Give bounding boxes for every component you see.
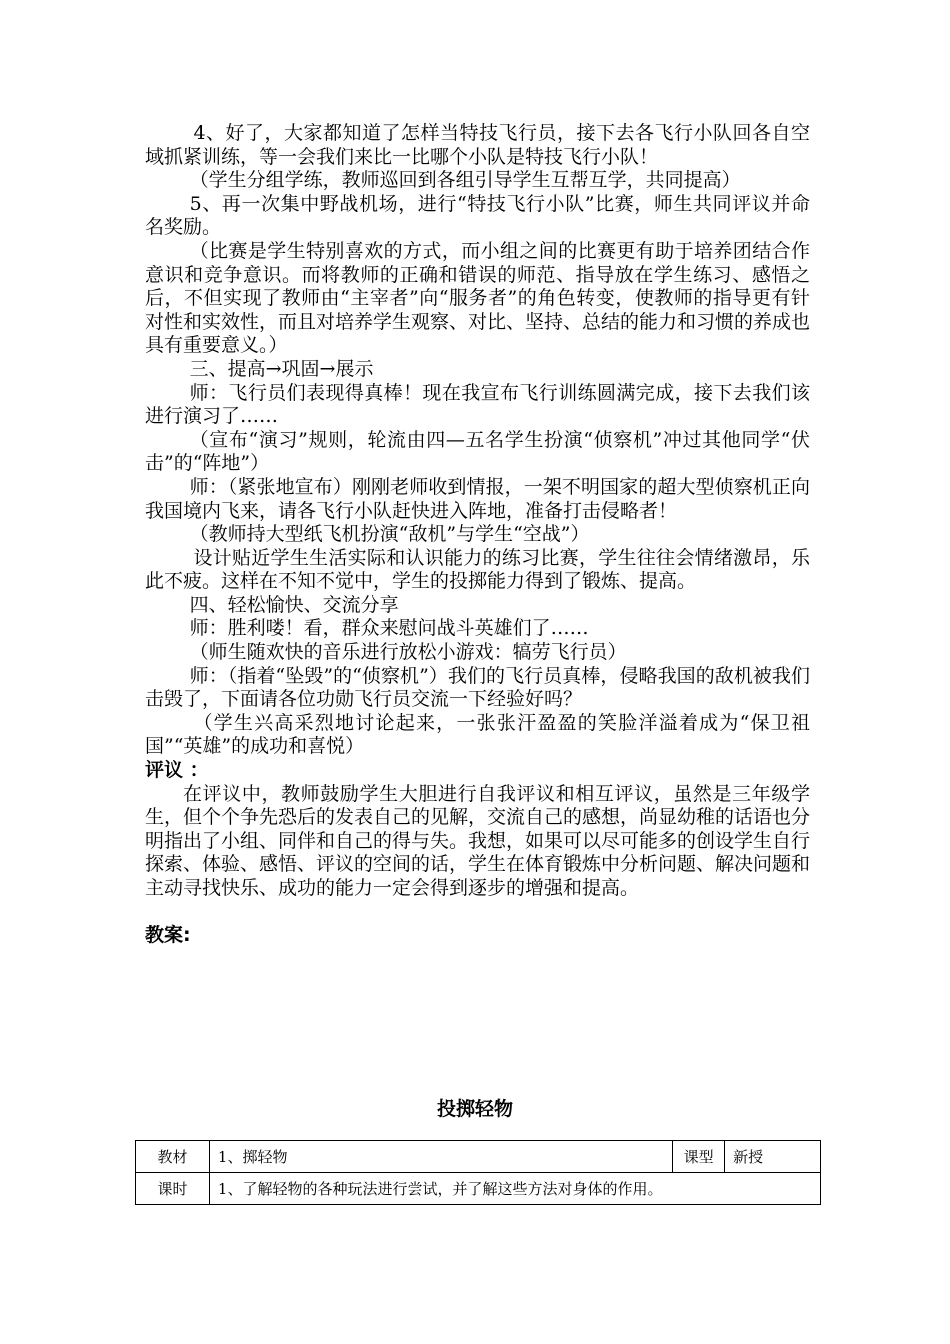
section-heading: 四、轻松愉快、交流分享 (189, 593, 399, 616)
paragraph: 师：胜利喽！看，群众来慰问战斗英雄们了…… (189, 617, 589, 640)
paragraph: 师：飞行员们表现得真棒！现在我宣布飞行训练圆满完成，接下去我们该进行演习了…… (145, 381, 810, 428)
paragraph: （教师持大型纸飞机扮演“敌机”与学生“空战”） (189, 523, 590, 546)
lesson-plan-heading: 教案: (145, 924, 191, 947)
paragraph: 师：（紧张地宣布）刚刚老师收到情报，一架不明国家的超大型侦察机正向我国境内飞来，请各飞行小队赶快进入阵地，准备打击侵略者！ (145, 475, 810, 522)
paragraph: 师：（指着“坠毁”的“侦察机”）我们的飞行员真棒，侵略我国的敌机被我们击毁了，下面请各位功勋飞行员交流一下经验好吗？ (145, 664, 810, 711)
paragraph: （师生随欢快的音乐进行放松小游戏：犒劳飞行员） (189, 641, 627, 664)
table-row (136, 1173, 821, 1205)
lesson-title: 投掷轻物 (436, 1098, 513, 1120)
paragraph: （学生分组学练，教师巡回到各组引导学生互帮互学，共同提高） (189, 169, 741, 192)
table-cell-content: 1、掷轻物 (209, 1141, 672, 1173)
table-cell-label: 教材 (136, 1141, 210, 1173)
table-cell-content: 1、了解轻物的各种玩法进行尝试，并了解这些方法对身体的作用。 (209, 1173, 820, 1205)
table-row (136, 1141, 821, 1173)
document-body (145, 122, 810, 948)
paragraph: （宣布“演习”规则，轮流由四—五名学生扮演“侦察机”冲过其他同学“伏击”的“阵地”） (145, 428, 810, 475)
spacer (145, 901, 810, 925)
review-text: 在评议中，教师鼓励学生大胆进行自我评议和相互评议，虽然是三年级学生，但个个争先恐后的发表自己的见解，交流自己的感想，尚显幼稚的话语也分明指出了小组、同伴和自己的得与失。我想，如果可以尽可能多的创设学生自行探索、体验、感悟、评议的空间的话，学生在体育锻炼中分析问题、解决问题和主动寻找快乐、成功的能力一定会得到逐步的增强和提高。 (145, 782, 811, 899)
review-heading: 评议 ： (145, 759, 209, 782)
paragraph: 5、再一次集中野战机场，进行“特技飞行小队”比赛，师生共同评议并命名奖励。 (145, 192, 810, 239)
paragraph: 设计贴近学生生活实际和认识能力的练习比赛，学生往往会情绪激昂，乐此不疲。这样在不知不觉中，学生的投掷能力得到了锻炼、提高。 (145, 546, 810, 593)
table-cell-label: 课时 (136, 1173, 210, 1205)
section-heading: 三、提高→巩固→展示 (189, 357, 374, 380)
paragraph: 4、好了，大家都知道了怎样当特技飞行员，接下去各飞行小队回各自空域抓紧训练，等一会我们来比一比哪个小队是特技飞行小队！ (145, 122, 810, 168)
lesson-plan-table (135, 1140, 821, 1205)
table-cell-type-value: 新授 (725, 1141, 821, 1173)
table-cell-type-label: 课型 (673, 1141, 725, 1173)
paragraph: （比赛是学生特别喜欢的方式，而小组之间的比赛更有助于培养团结合作意识和竞争意识。而将教师的正确和错误的师范、指导放在学生练习、感悟之后，不但实现了教师由“主宰者”向“服务者”的角色转变，使教师的指导更有针对性和实效性，而且对培养学生观察、对比、坚持、总结的能力和习惯的养成也具有重要意义。） (145, 239, 811, 357)
paragraph: （学生兴高采烈地讨论起来，一张张汗盈盈的笑脸洋溢着成为“保卫祖国”“英雄”的成功和喜悦） (145, 711, 810, 758)
